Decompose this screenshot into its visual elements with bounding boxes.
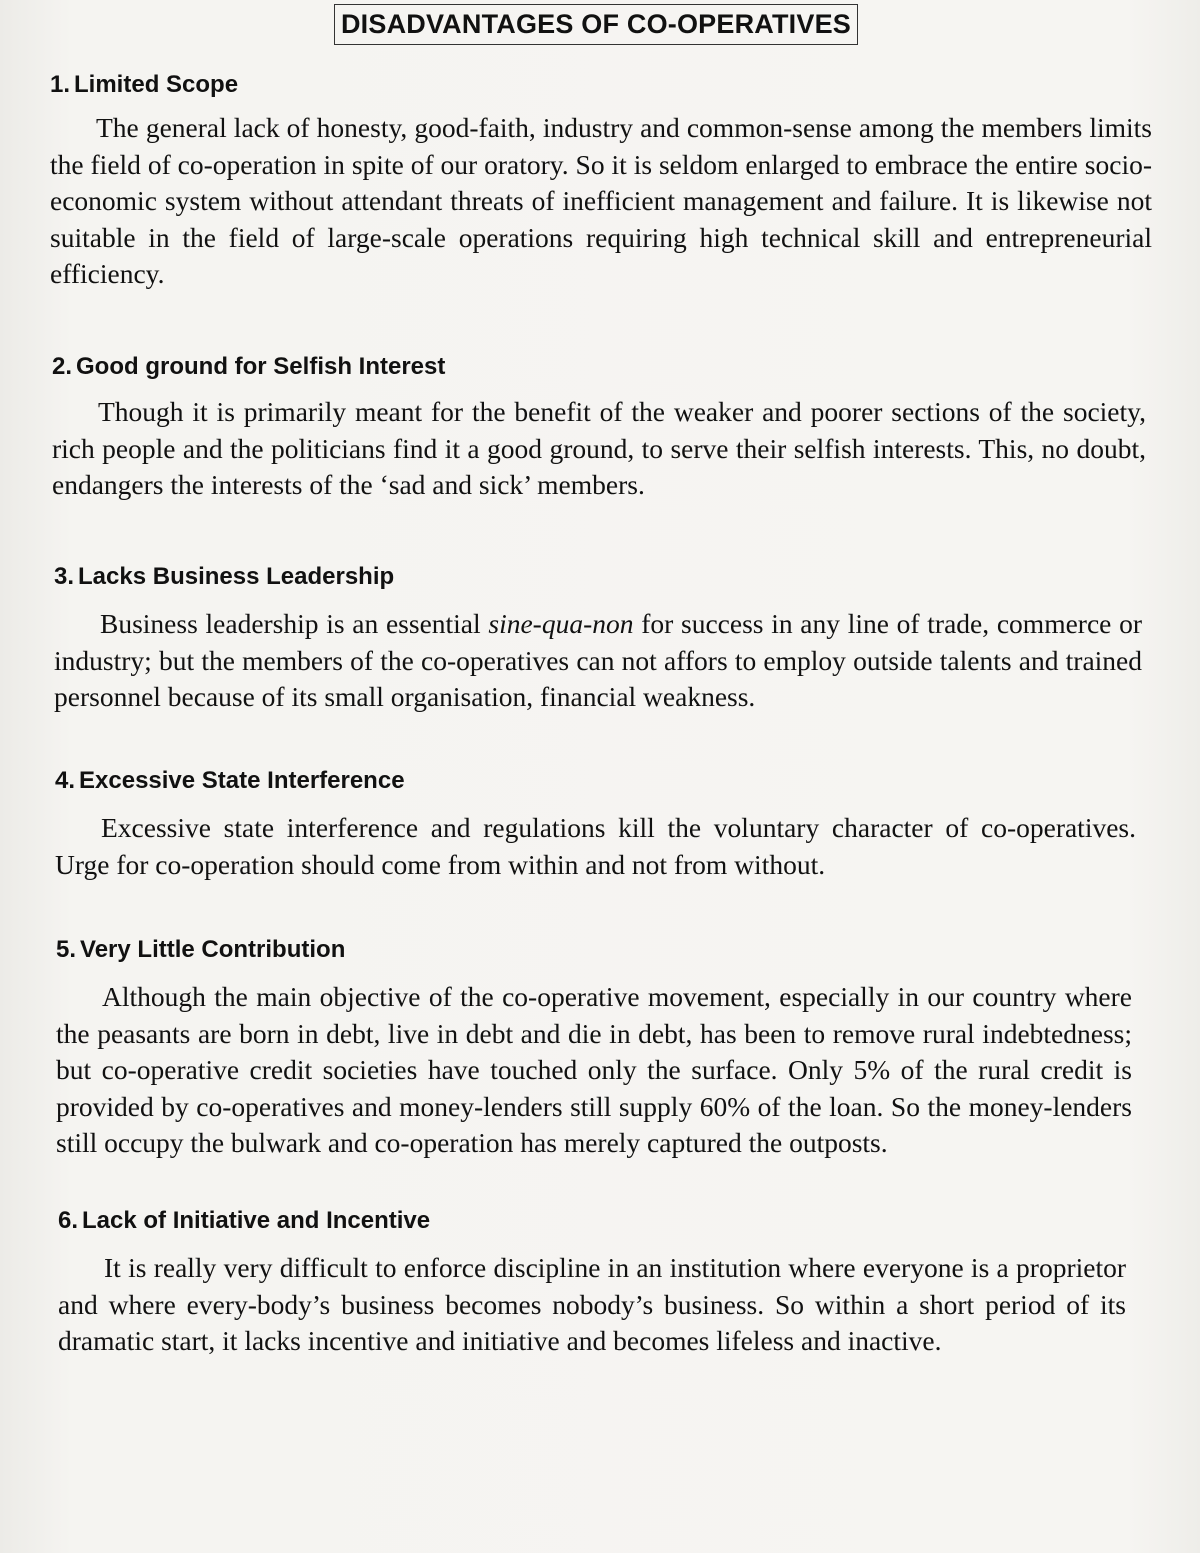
- section-paragraph: Though it is primarily meant for the benefit of the weaker and poorer sections of the society, rich people and the politicians find it a good ground, to serve their selfish interests. This, no doubt, endangers the interests of the ‘sad and sick’ members.: [52, 396, 1146, 500]
- section-heading: [56, 935, 1132, 965]
- section-paragraph: It is really very difficult to enforce discipline in an institution where everyone is a proprietor and where every-body’s business becomes nobody’s business. So within a short period of its dramatic start, it lacks incentive and initiative and becomes lifeless and inactive.: [58, 1252, 1126, 1356]
- section-title: Lack of Initiative and Incentive: [82, 1207, 431, 1234]
- section-heading: [55, 766, 1136, 796]
- section-selfish-interest: [52, 352, 1146, 504]
- section-heading: [50, 70, 1152, 100]
- section-initiative-incentive: [58, 1206, 1126, 1360]
- section-heading: [54, 562, 1142, 592]
- page-title: DISADVANTAGES OF CO-OPERATIVES: [334, 4, 858, 45]
- section-title: Limited Scope: [74, 71, 239, 98]
- section-limited-scope: [50, 70, 1152, 293]
- section-number: 3.: [54, 563, 75, 590]
- section-heading: [52, 352, 1146, 382]
- section-state-interference: [55, 766, 1136, 883]
- section-little-contribution: [56, 935, 1132, 1162]
- section-heading: [58, 1206, 1126, 1236]
- section-title: Good ground for Selfish Interest: [76, 353, 446, 380]
- section-paragraph: Although the main objective of the co-operative movement, especially in our country where the peasants are born in debt, live in debt and die in debt, has been to remove rural indebtedness; but co-operative credit societies have touched only the surface. Only 5% of the rural credit is provided by co-operatives and money-lenders still supply 60% of the loan. So the money-lenders still occupy the bulwark and co-operation has merely captured the outposts.: [56, 981, 1132, 1158]
- section-paragraph: [54, 606, 1142, 716]
- section-number: 6.: [58, 1207, 79, 1234]
- section-paragraph: The general lack of honesty, good-faith, industry and common-sense among the members limits the field of co-operation in spite of our oratory. So it is seldom enlarged to embrace the entire socio-economic system without attendant threats of inefficient management and failure. It is likewise not suitable in the field of large-scale operations requiring high technical skill and entrepreneurial efficiency.: [50, 112, 1152, 289]
- title-container: [50, 4, 1142, 48]
- section-title: Very Little Contribution: [80, 936, 346, 963]
- section-number: 4.: [55, 767, 76, 794]
- section-title: Excessive State Interference: [79, 767, 405, 794]
- paragraph-text-start: Business leadership is an essential: [100, 608, 489, 639]
- section-number: 5.: [56, 936, 77, 963]
- section-paragraph: Excessive state interference and regulations kill the voluntary character of co-operatives. Urge for co-operation should come from within and not from without.: [55, 812, 1136, 880]
- section-business-leadership: [54, 562, 1142, 716]
- section-number: 2.: [52, 353, 73, 380]
- paragraph-text-end: for success in any line of trade, commerce or industry; but the members of the co-operatives can not affors to employ outside talents and trained personnel because of its small organisation, financial weakness.: [54, 608, 1142, 712]
- italic-term: sine-qua-non: [488, 608, 634, 639]
- section-title: Lacks Business Leadership: [78, 563, 395, 590]
- section-number: 1.: [50, 71, 71, 98]
